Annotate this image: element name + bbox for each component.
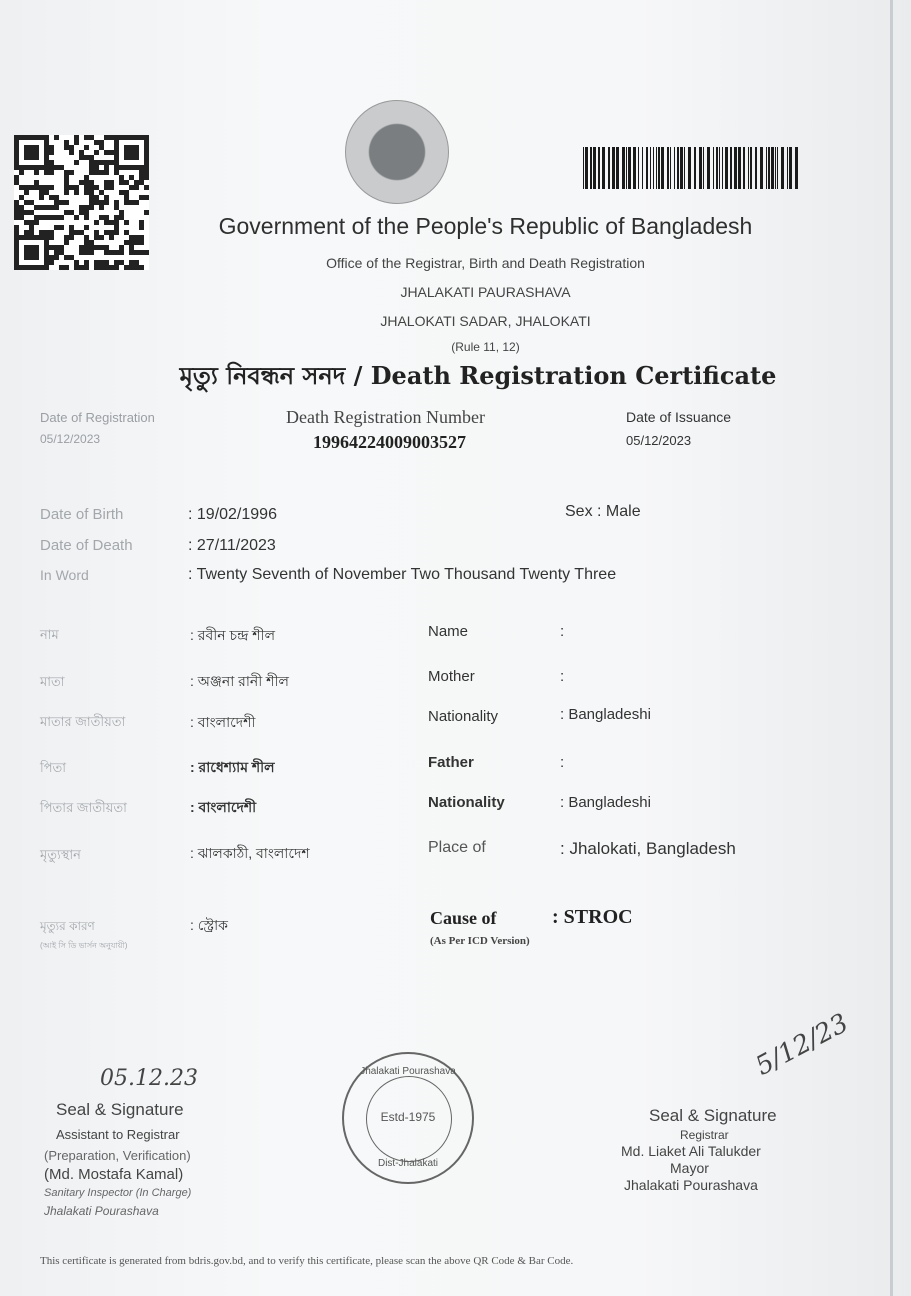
en-cause-value: : STROC — [552, 906, 633, 928]
bn-name-label: নাম — [40, 627, 59, 642]
right-sig-office: Jhalakati Pourashava — [624, 1177, 758, 1193]
birth-date-value: : 19/02/1996 — [188, 506, 277, 523]
issuance-date-value: 05/12/2023 — [626, 433, 692, 448]
left-sig-name: (Md. Mostafa Kamal) — [44, 1166, 184, 1183]
bn-place-value: : ঝালকাঠী, বাংলাদেশ — [190, 845, 310, 861]
bn-mother-value: : অঞ্জনা রানী শীল — [190, 673, 289, 689]
qr-code — [14, 135, 149, 270]
paper-edge — [890, 0, 893, 1296]
en-cause-label: Cause of — [430, 908, 497, 928]
death-date-value: : 27/11/2023 — [188, 537, 276, 554]
in-word-value: : Twenty Seventh of November Two Thousand Twenty Three — [188, 566, 617, 583]
bn-name-value: : রবীন চন্দ্র শীল — [190, 627, 276, 643]
registration-number-label: Death Registration Number — [286, 407, 485, 427]
birth-date-label: Date of Birth — [40, 506, 124, 523]
right-sig-role: Mayor — [670, 1160, 709, 1176]
left-sig-role: Sanitary Inspector (In Charge) — [44, 1187, 192, 1199]
pourashava-seal — [342, 1052, 474, 1184]
office-name: Office of the Registrar, Birth and Death Registration — [326, 255, 645, 271]
en-place-label: Place of — [428, 839, 486, 856]
right-handwritten-date: 5/12/23 — [750, 1008, 854, 1082]
issuance-date-label: Date of Issuance — [626, 409, 732, 425]
in-word-label: In Word — [40, 567, 89, 583]
right-sig-line1: Registrar — [680, 1128, 729, 1142]
en-cause-note: (As Per ICD Version) — [430, 935, 530, 947]
bn-place-label: মৃত্যুস্থান — [40, 847, 81, 862]
left-sig-line1: Assistant to Registrar — [56, 1127, 180, 1142]
bn-father-label: পিতা — [40, 760, 67, 775]
en-mother-nationality-value: : Bangladeshi — [560, 706, 651, 723]
left-handwritten-date: 05.12.23 — [100, 1066, 198, 1091]
bn-mother-nationality-value: : বাংলাদেশী — [190, 714, 256, 730]
sex-value: Sex : Male — [565, 503, 641, 520]
en-name-value: : — [560, 623, 565, 640]
right-sig-name: Md. Liaket Ali Talukder — [621, 1143, 761, 1159]
bn-father-value: : রাধেশ্যাম শীল — [190, 759, 275, 775]
rule-text: (Rule 11, 12) — [451, 340, 520, 354]
verification-footer: This certificate is generated from bdris.gov.bd, and to verify this certificate, please scan the above QR Code & Bar Code. — [40, 1255, 574, 1267]
en-name-label: Name — [428, 623, 469, 640]
bn-mother-nationality-label: মাতার জাতীয়তা — [40, 714, 126, 729]
registration-number-value: 19964224009003527 — [313, 432, 466, 452]
en-father-nationality-value: : Bangladeshi — [560, 794, 651, 811]
left-sig-office: Jhalakati Pourashava — [44, 1204, 159, 1218]
barcode — [583, 147, 801, 189]
certificate-title: মৃত্যু নিবন্ধন সনদ / Death Registration Certificate — [179, 361, 777, 390]
bn-cause-label: মৃত্যুর কারণ — [40, 919, 95, 933]
en-mother-value: : — [560, 668, 565, 685]
en-father-label: Father — [428, 754, 474, 771]
government-emblem — [345, 100, 449, 204]
death-date-label: Date of Death — [40, 537, 133, 554]
left-seal-title: Seal & Signature — [56, 1100, 184, 1119]
bn-cause-value: : স্ট্রোক — [190, 917, 228, 933]
registration-date-label: Date of Registration — [40, 410, 155, 425]
bn-father-nationality-value: : বাংলাদেশী — [190, 799, 257, 815]
en-father-nationality-label: Nationality — [428, 794, 505, 811]
en-mother-nationality-label: Nationality — [428, 708, 499, 725]
right-seal-title: Seal & Signature — [649, 1106, 777, 1125]
left-sig-line2: (Preparation, Verification) — [44, 1148, 191, 1163]
registration-date-value: 05/12/2023 — [40, 432, 101, 446]
bn-mother-label: মাতা — [40, 674, 65, 689]
district-name: JHALOKATI SADAR, JHALOKATI — [380, 313, 591, 329]
bn-father-nationality-label: পিতার জাতীয়তা — [40, 800, 127, 815]
government-title: Government of the People's Republic of Bangladesh — [218, 213, 753, 239]
en-place-value: : Jhalokati, Bangladesh — [560, 839, 736, 858]
en-father-value: : — [560, 754, 565, 771]
paurashava-name: JHALAKATI PAURASHAVA — [400, 284, 571, 300]
en-mother-label: Mother — [428, 668, 475, 685]
bn-cause-note: (আই সি ডি ভার্সন অনুযায়ী) — [40, 941, 128, 950]
seal-top-text: Jhalakati Pourashava — [360, 1066, 456, 1077]
seal-center-text: Estd-1975 — [380, 1110, 436, 1124]
seal-bottom-text: Dist-Jhalakati — [377, 1158, 439, 1169]
